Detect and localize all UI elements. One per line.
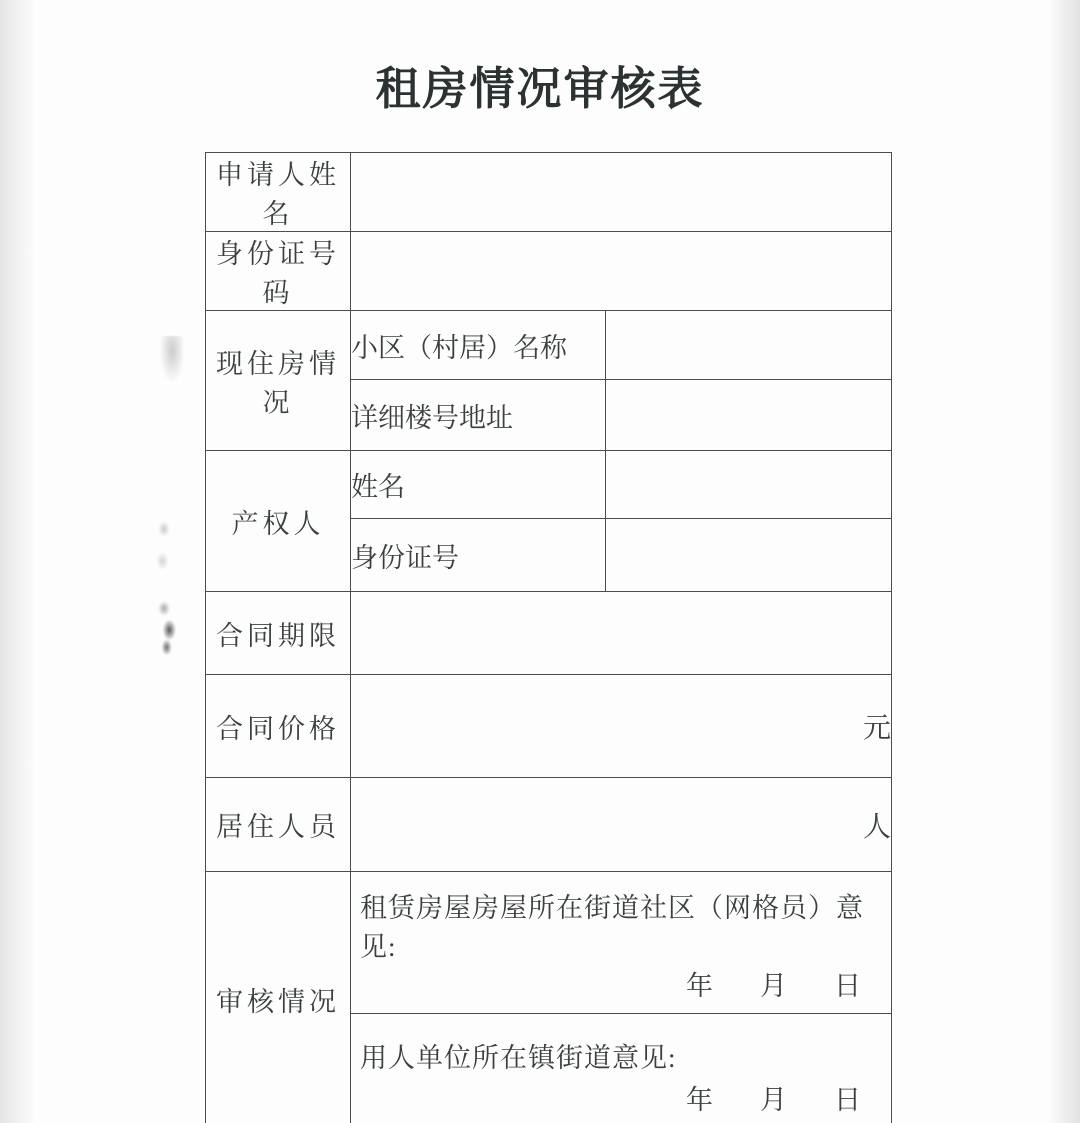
residents-unit-label: 人: [862, 811, 891, 843]
table-row: [206, 311, 892, 380]
owner-name-label: 姓名: [351, 451, 606, 519]
applicant-name-label: 申请人姓名: [206, 153, 351, 232]
page-title: 租房情况审核表: [375, 64, 705, 114]
ink-smudge: [155, 598, 181, 656]
contract-term-value-cell[interactable]: [351, 592, 892, 675]
employer-opinion-cell[interactable]: [351, 1014, 892, 1123]
day-label: 日: [834, 971, 861, 1001]
ink-smudge: [159, 336, 183, 384]
contract-price-label: 合同价格: [206, 675, 351, 778]
table-row: [206, 451, 892, 519]
property-owner-label: 产权人: [206, 451, 351, 592]
table-row: [206, 872, 892, 1014]
page-left-edge-shadow: [0, 0, 36, 1123]
residents-value-cell[interactable]: [351, 778, 892, 872]
table-row: [206, 675, 892, 778]
year-label: 年: [686, 971, 713, 1001]
table-row: [206, 232, 892, 311]
employer-opinion-label: 用人单位所在镇街道意见:: [360, 1043, 677, 1073]
date-line: [360, 1078, 891, 1117]
building-address-value-cell[interactable]: [606, 380, 892, 451]
year-label: 年: [686, 1085, 713, 1115]
ink-smudge: [156, 552, 169, 570]
ink-smudge: [158, 521, 170, 537]
residents-label: 居住人员: [206, 778, 351, 872]
applicant-name-value-cell[interactable]: [351, 153, 892, 232]
date-line: [360, 964, 891, 1003]
rental-review-table: [205, 152, 892, 1123]
table-row: [206, 153, 892, 232]
table-row: [206, 592, 892, 675]
price-unit-label: 元: [862, 713, 891, 744]
month-label: 月: [760, 971, 787, 1001]
table-row: [206, 778, 892, 872]
contract-term-label: 合同期限: [206, 592, 351, 675]
community-name-value-cell[interactable]: [606, 311, 892, 380]
contract-price-value-cell[interactable]: [351, 675, 892, 778]
community-opinion-label: 租赁房屋房屋所在街道社区（网格员）意见:: [360, 893, 864, 962]
community-opinion-cell[interactable]: [351, 872, 892, 1014]
month-label: 月: [760, 1085, 787, 1115]
id-number-label: 身份证号码: [206, 232, 351, 311]
owner-id-label: 身份证号: [351, 519, 606, 592]
owner-id-value-cell[interactable]: [606, 519, 892, 592]
review-status-label: 审核情况: [206, 872, 351, 1123]
building-address-label: 详细楼号地址: [351, 380, 606, 451]
current-housing-label: 现住房情况: [206, 311, 351, 451]
day-label: 日: [834, 1085, 861, 1115]
community-name-label: 小区（村居）名称: [351, 311, 606, 380]
page-right-edge-shadow: [1048, 0, 1080, 1123]
id-number-value-cell[interactable]: [351, 232, 892, 311]
owner-name-value-cell[interactable]: [606, 451, 892, 519]
